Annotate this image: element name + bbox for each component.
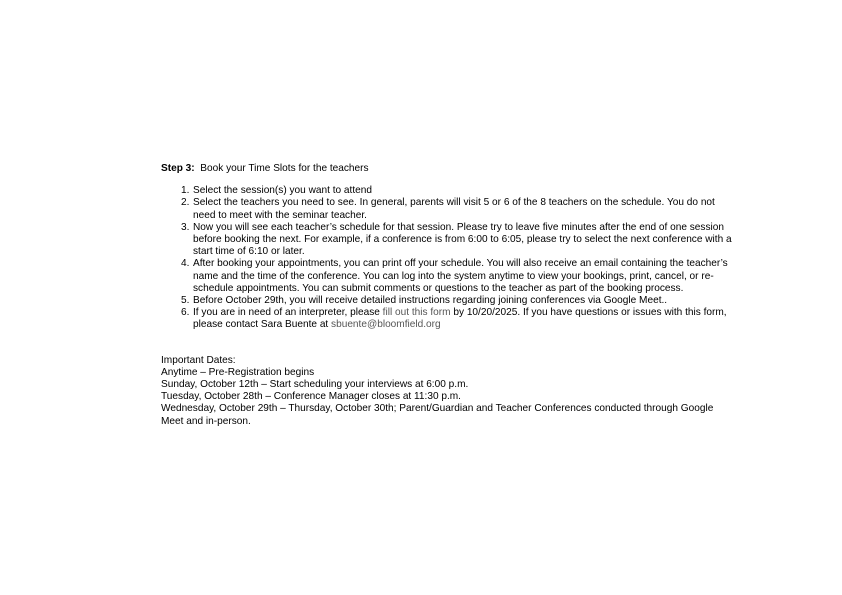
interpreter-form-link[interactable]: fill out this form [382, 307, 451, 319]
step-heading [161, 163, 733, 175]
list-item-number: 5. [181, 295, 190, 307]
list-item-text-before: If you are in need of an interpreter, please [193, 307, 383, 319]
list-item-number: 6. [181, 307, 190, 319]
list-item-text: Select the teachers you need to see. In general, parents will visit 5 or 6 of the 8 teachers on the schedule. You do not need to meet with the seminar teacher. [193, 197, 715, 221]
important-dates [161, 355, 733, 428]
list-item-number: 4. [181, 258, 190, 270]
list-item [181, 197, 733, 221]
list-item-text: Now you will see each teacher’s schedule for that session. Please try to leave five minutes after the end of one session before booking the next. For example, if a conference is from 6:00 to 6:05, please try to select the next conference with a start time of 6:10 or later. [193, 221, 732, 258]
list-item [181, 185, 733, 197]
list-item [181, 295, 733, 307]
date-line: Anytime – Pre-Registration begins [161, 366, 315, 378]
document-page [161, 163, 733, 428]
list-item [181, 258, 733, 295]
list-item-text: Before October 29th, you will receive detailed instructions regarding joining conferences via Google Meet.. [193, 295, 668, 307]
date-line: Wednesday, October 29th – Thursday, October 30th; Parent/Guardian and Teacher Conferences conducted through Google Meet and in-person. [161, 403, 714, 427]
list-item [181, 221, 733, 259]
contact-email-link[interactable]: sbuente@bloomfield.org [331, 319, 441, 331]
dates-heading: Important Dates: [161, 354, 236, 366]
list-item-text: Select the session(s) you want to attend [193, 185, 372, 197]
step-label: Step 3: [161, 163, 195, 174]
list-item-number: 1. [181, 185, 190, 197]
date-line: Sunday, October 12th – Start scheduling your interviews at 6:00 p.m. [161, 379, 469, 391]
list-item-text: After booking your appointments, you can print off your schedule. You will also receive an email containing the teacher’s name and the time of the conference. You can log into the system anytime to view your bookings, print, cancel, or re-schedule appointments. You can submit comments or questions to the teacher as part of the booking process. [193, 258, 728, 294]
list-item-number: 3. [181, 221, 190, 233]
step-title: Book your Time Slots for the teachers [200, 163, 369, 174]
steps-list [161, 185, 733, 331]
list-item-text-middle: by 10/20/2025. If you have questions or issues with this form, please contact Sara Buente at [193, 307, 727, 331]
date-line: Tuesday, October 28th – Conference Manager closes at 11:30 p.m. [161, 391, 461, 403]
list-item [181, 307, 733, 331]
list-item-number: 2. [181, 197, 190, 209]
